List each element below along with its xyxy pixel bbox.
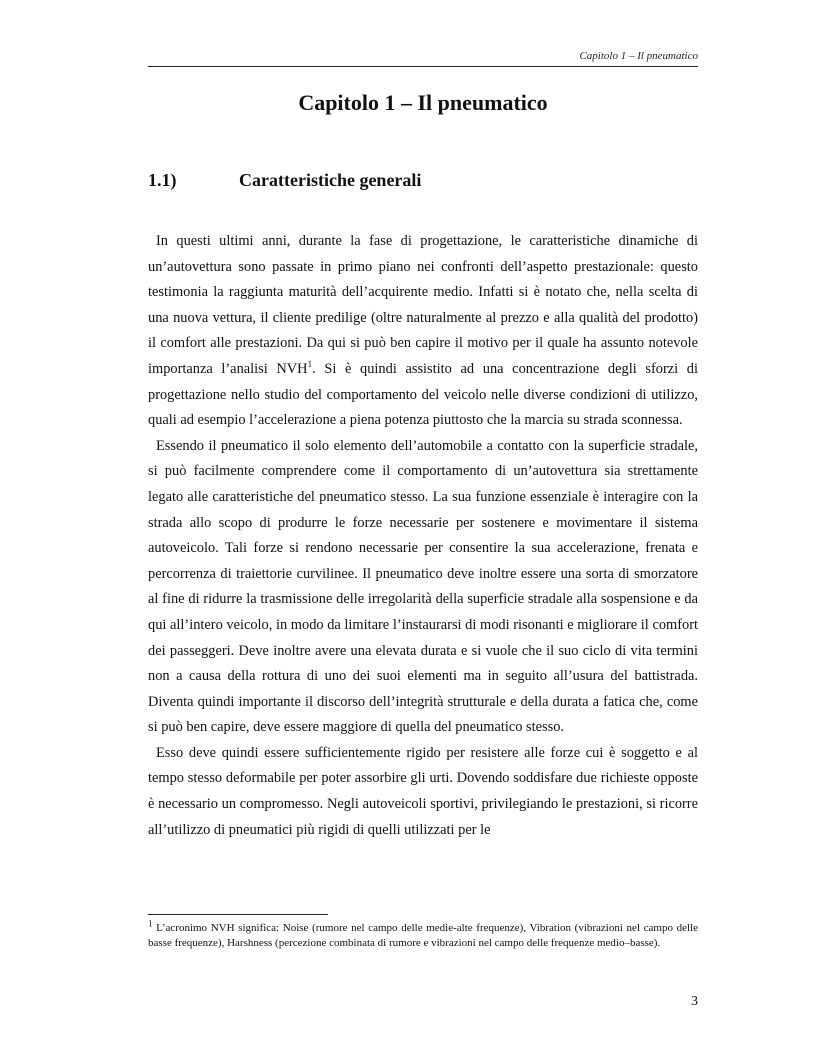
section-number: 1.1) — [148, 170, 177, 190]
paragraph-2: Essendo il pneumatico il solo elemento dell’automobile a contatto con la superficie stradale, si può facilmente comprendere come il comportamento di un’autovettura sia strettamente legato alle caratteristiche del pneumatico stesso. La sua funzione essenziale è interagire con la strada allo scopo di produrre le forze necessarie per sostenere e movimentare il sistema autoveicolo. Tali forze si rendono necessarie per consentire la sua accelerazione, frenata e percorrenza di traiettorie curvilinee. Il pneumatico deve inoltre essere una sorta di smorzatore al fine di ridurre la trasmissione delle irregolarità della superficie stradale alla sospensione e da qui all’intero veicolo, in modo da limitare l’instaurarsi di modi risonanti e migliorare il comfort dei passeggeri. Deve inoltre avere una elevata durata e si vuole che il suo ciclo di vita termini non a causa della rottura di uno dei suoi elementi ma in seguito all’usura del battistrada. Diventa quindi importante il discorso dell’integrità strutturale e della durata a fatica che, come si può ben capire, deve essere maggiore di quella del pneumatico stesso. — [148, 437, 698, 736]
footnote-reference: 1 — [307, 359, 313, 370]
paragraph-3: Esso deve quindi essere sufficientemente rigido per resistere alle forze cui è soggetto e al tempo stesso deformabile per poter assorbire gli urti. Dovendo soddisfare due richieste opposte è necessario un compromesso. Negli autoveicoli sportivi, privilegiando le prestazioni, si ricorre all’utilizzo di pneumatici più rigidi di quelli utilizzati per le — [148, 744, 698, 838]
header-rule — [148, 66, 698, 67]
paragraph-1-text-after-note: . Si è quindi assistito ad una concentrazione degli sforzi di progettazione nello studio del comportamento del veicolo nelle diverse condizioni di utilizzo, quali ad esempio l’accelerazione a piena potenza piuttosto che la marcia su strada sconnessa. — [148, 360, 698, 429]
chapter-title: Capitolo 1 – Il pneumatico — [298, 90, 548, 115]
page-number: 3 — [691, 994, 698, 1009]
footnote — [148, 918, 698, 951]
paragraph-1-text-before-note: In questi ultimi anni, durante la fase di progettazione, le caratteristiche dinamiche di un’autovettura sono passate in primo piano nei confronti dell’aspetto prestazionale: questo testimonia la raggiunta maturità dell’acquirente medio. Infatti si è notato che, nella scelta di una nuova vettura, il cliente predilige (oltre naturalmente al prezzo e alla qualità del prodotto) il comfort alle prestazioni. Da qui si può ben capire il motivo per il quale ha assunto notevole importanza l’analisi NVH — [148, 233, 698, 377]
body-text — [148, 229, 698, 843]
section-title: Caratteristiche generali — [239, 170, 422, 190]
footnote-text: L’acronimo NVH significa: Noise (rumore nel campo delle medie-alte frequenze), Vibration (vibrazioni nel campo delle basse frequenze), Harshness (percezione combinata di rumore e vibrazioni nel campo delle frequenze medio–basse). — [148, 922, 698, 949]
footnote-marker: 1 — [148, 918, 153, 929]
footnote-rule — [148, 914, 328, 915]
section-heading — [148, 170, 698, 191]
running-header: Capitolo 1 – Il pneumatico — [579, 50, 698, 62]
paragraph-1 — [148, 229, 698, 434]
